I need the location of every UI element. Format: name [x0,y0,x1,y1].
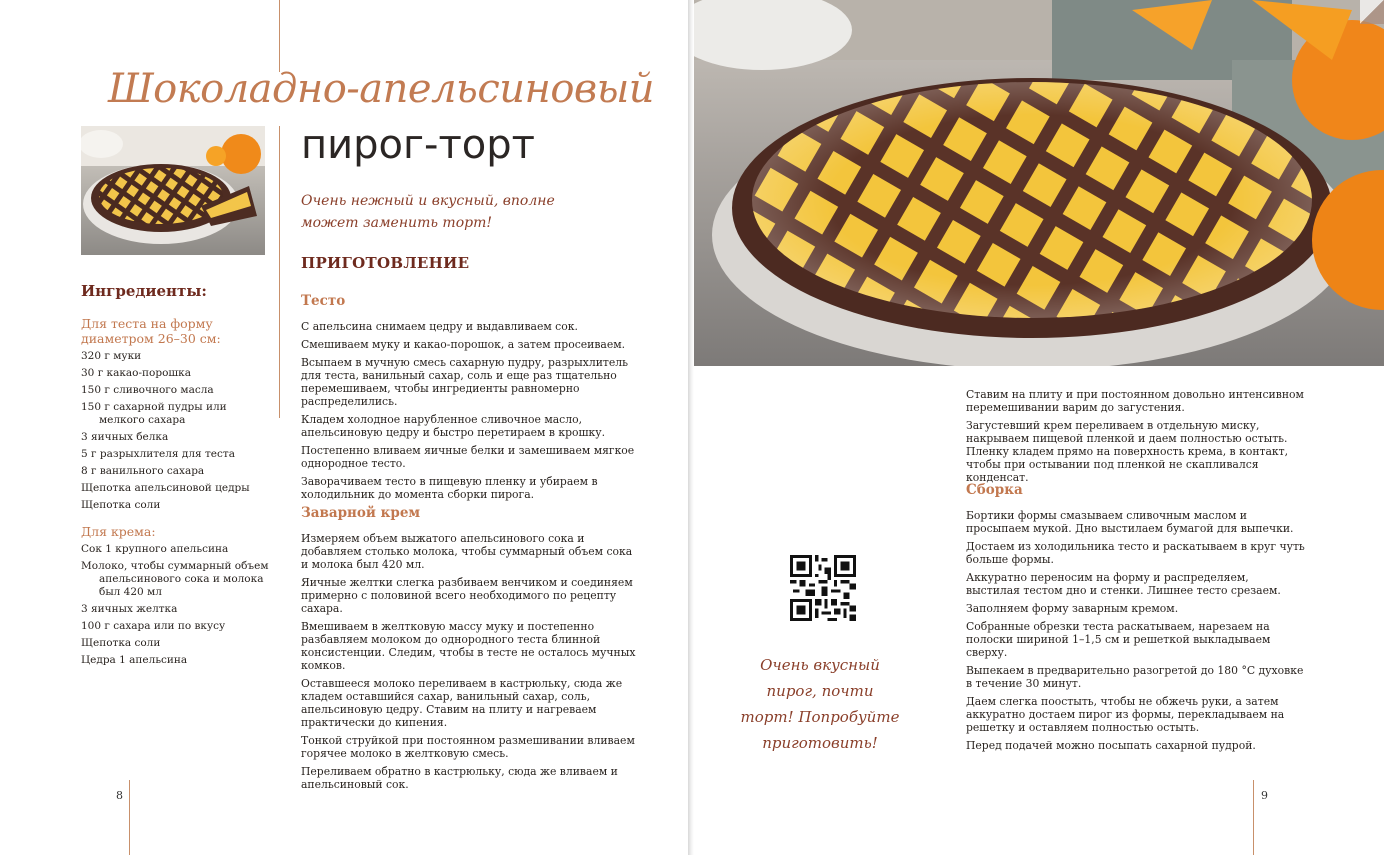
cream-continued-section [966,388,1306,489]
dough-section [301,295,641,506]
ingredient-item: 5 г разрыхлителя для теста [81,448,235,460]
ingredient-item: 8 г ванильного сахара [81,465,205,477]
step-paragraph: Смешиваем муку и какао-порошок, а затем просеиваем. [301,338,626,351]
page-corner-fold [1360,0,1384,24]
step-paragraph: Бортики формы смазываем сливочным маслом и просыпаем мукой. Дно выстилаем бумагой для выпечки. [966,509,1294,535]
cream-section-heading: Заварной крем [301,505,421,521]
pie-thumbnail-image [81,126,265,255]
footer-rule-right [1253,780,1254,855]
ingredient-item: 150 г сахарной пудры или мелкого сахара [81,401,227,426]
footer-rule [129,780,130,855]
ingredient-item: Щепотка апельсиновой цедры [81,482,250,494]
cream-section [301,507,641,796]
book-spine [688,0,694,855]
step-paragraph: Измеряем объем выжатого апельсинового сока и добавляем столько молока, чтобы суммарный объем сока и молока был 420 мл. [301,532,633,571]
step-paragraph: Загустевший крем переливаем в отдельную миску, накрываем пищевой пленкой и даем полностью остыть. Пленку кладем прямо на поверхность крема, в контакт, чтобы при остывании под пленкой не скапливался конденсат. [966,419,1289,484]
ingredient-item: 3 яичных желтка [81,603,178,615]
pull-quote: Очень вкусный пирог, почти торт! Попробуйте приготовить! [740,656,900,752]
left-page [0,0,690,855]
ingredient-item: Молоко, чтобы суммарный объем апельсинового сока и молока был 420 мл [81,560,269,598]
step-paragraph: Тонкой струйкой при постоянном размешивании вливаем горячее молоко в желтковую смесь. [301,734,635,760]
step-paragraph: Заворачиваем тесто в пищевую пленку и убираем в холодильник до момента сборки пирога. [301,475,598,501]
ingredient-item: Сок 1 крупного апельсина [81,543,229,555]
step-paragraph: Постепенно вливаем яичные белки и замешиваем мягкое однородное тесто. [301,444,635,470]
step-paragraph: Достаем из холодильника тесто и раскатываем в круг чуть больше формы. [966,540,1305,566]
step-paragraph: Кладем холодное нарубленное сливочное масло, апельсиновую цедру и быстро перетираем в крошку. [301,413,606,439]
recipe-title-main: пирог-торт [301,122,535,168]
ingredient-item: 30 г какао-порошка [81,367,191,379]
dough-ingredients-heading: Для теста на форму диаметром 26–30 см: [81,316,221,346]
step-paragraph: Переливаем обратно в кастрюльку, сюда же вливаем и апельсиновый сок. [301,765,618,791]
ingredient-item: 320 г муки [81,350,142,362]
ingredients-list [81,316,271,671]
ingredients-heading: Ингредиенты: [81,282,207,300]
step-paragraph: Вмешиваем в желтковую массу муку и постепенно разбавляем молоком до однородного теста блинной консистенции. Следим, чтобы в тесте не осталось мучных комков. [301,620,636,672]
step-paragraph: Оставшееся молоко переливаем в кастрюльку, сюда же кладем оставшийся сахар, ванильный сахар, соль, апельсиновую цедру. Ставим на плиту и нагреваем практически до кипения. [301,677,623,729]
ingredient-item: 150 г сливочного масла [81,384,214,396]
preparation-heading: ПРИГОТОВЛЕНИЕ [301,254,470,272]
pie-hero-image [692,0,1384,366]
ingredient-item: Щепотка соли [81,499,161,511]
step-paragraph: Даем слегка поостыть, чтобы не обжечь руки, а затем аккуратно достаем пирог из формы, перекладываем на решетку и оставляем полностью остыть. [966,695,1285,734]
assembly-section [966,484,1306,757]
step-paragraph: Ставим на плиту и при постоянном довольно интенсивном перемешивании варим до загустения. [966,388,1304,414]
step-paragraph: Аккуратно переносим на форму и распределяем, выстилая тестом дно и стенки. Лишнее тесто срезаем. [966,571,1281,597]
ingredient-item: 3 яичных белка [81,431,169,443]
page-number-left: 8 [116,789,123,802]
step-paragraph: Перед подачей можно посыпать сахарной пудрой. [966,739,1256,752]
step-paragraph: Выпекаем в предварительно разогретой до 180 °С духовке в течение 30 минут. [966,664,1304,690]
recipe-title-script: Шоколадно-апельсиновый [108,66,655,112]
ingredient-item: Щепотка соли [81,637,161,649]
top-rule [279,0,280,72]
step-paragraph: Заполняем форму заварным кремом. [966,602,1179,615]
dough-section-heading: Тесто [301,293,346,309]
step-paragraph: Яичные желтки слегка разбиваем венчиком и соединяем примерно с половиной всего необходимого по рецепту сахара. [301,576,633,615]
assembly-section-heading: Сборка [966,482,1023,498]
ingredient-item: Цедра 1 апельсина [81,654,188,666]
qr-code-icon[interactable] [790,555,856,621]
recipe-subtitle: Очень нежный и вкусный, вполне может заменить торт! [301,193,555,231]
step-paragraph: С апельсина снимаем цедру и выдавливаем сок. [301,320,578,333]
step-paragraph: Всыпаем в мучную смесь сахарную пудру, разрыхлитель для теста, ванильный сахар, соль и еще раз тщательно перемешиваем, чтобы ингредиенты равномерно распределились. [301,356,629,408]
column-rule [279,126,280,418]
cream-ingredients-heading: Для крема: [81,524,156,539]
ingredient-item: 100 г сахара или по вкусу [81,620,226,632]
page-number-right: 9 [1261,789,1268,802]
step-paragraph: Собранные обрезки теста раскатываем, нарезаем на полоски шириной 1–1,5 см и решеткой выкладываем сверху. [966,620,1271,659]
